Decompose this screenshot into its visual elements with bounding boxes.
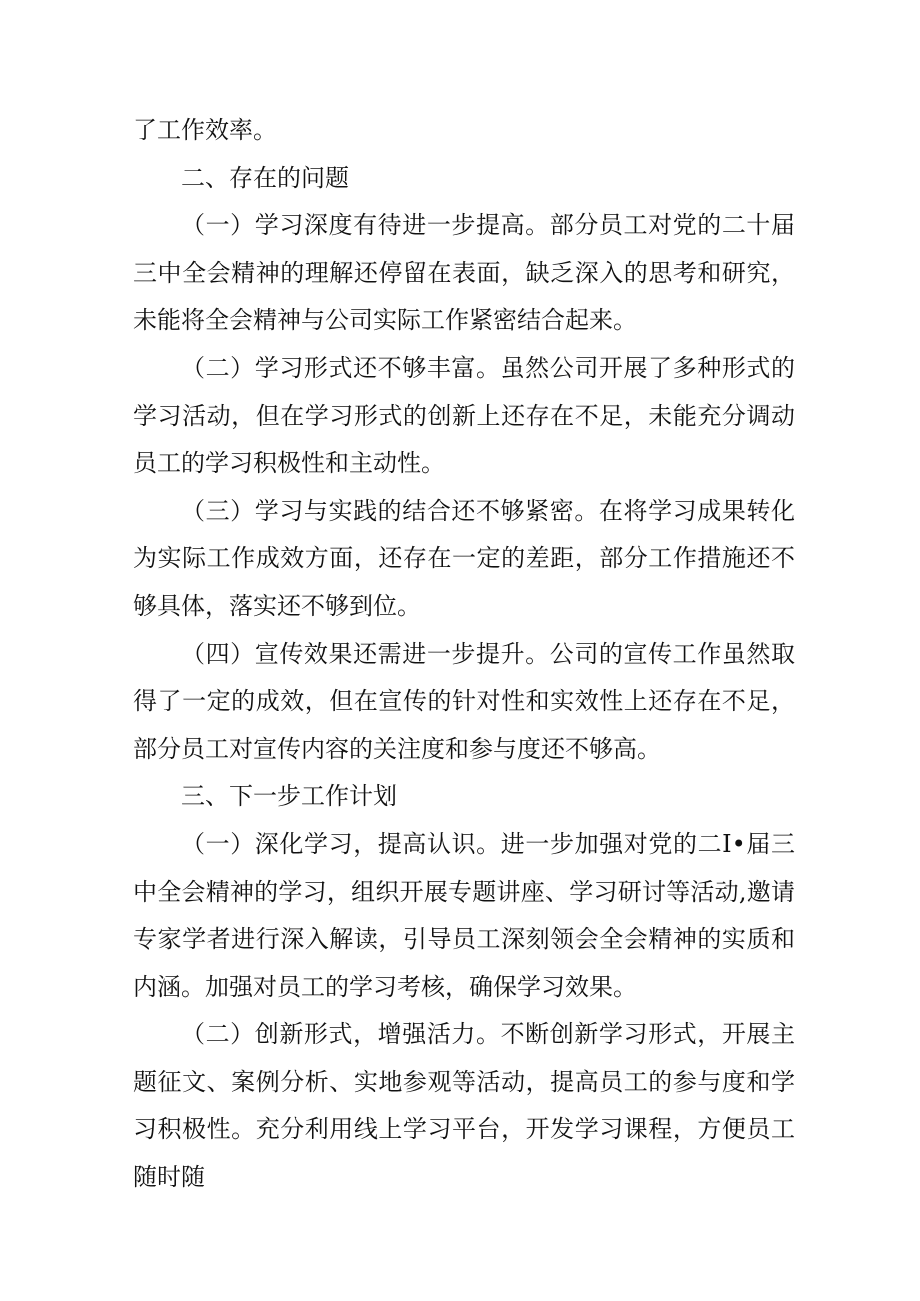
section-heading-next-steps: 三、下一步工作计划 <box>181 782 397 811</box>
paragraph-plan-1: （一）深化学习，提高认识。进一步加强对党的二I•届三中全会精神的学习，组织开展专题讲座、学习研讨等活动,邀请专家学者进行深入解读，引导员工深刻领会全会精神的实质和内涵。加强对员工的学习考核，确保学习效果。 <box>133 829 795 1001</box>
paragraph-problem-1: （一）学习深度有待进一步提高。部分员工对党的二十届三中全会精神的理解还停留在表面，缺乏深入的思考和研究，未能将全会精神与公司实际工作紧密结合起来。 <box>133 211 795 335</box>
paragraph-plan-2: （二）创新形式，增强活力。不断创新学习形式，开展主题征文、案例分析、实地参观等活动，提高员工的参与度和学习积极性。充分利用线上学习平台，开发学习课程，方便员工随时随 <box>133 1020 795 1192</box>
paragraph-problem-2: （二）学习形式还不够丰富。虽然公司开展了多种形式的学习活动，但在学习形式的创新上还存在不足，未能充分调动员工的学习积极性和主动性。 <box>133 353 795 478</box>
section-heading-problems: 二、存在的问题 <box>181 163 349 192</box>
paragraph-problem-4: （四）宣传效果还需进一步提升。公司的宣传工作虽然取得了一定的成效，但在宣传的针对性和实效性上还存在不足，部分员工对宣传内容的关注度和参与度还不够高。 <box>133 639 795 763</box>
paragraph-continuation: 了工作效率。 <box>133 116 277 144</box>
document-page <box>133 107 795 1202</box>
paragraph-problem-3: （三）学习与实践的结合还不够紧密。在将学习成果转化为实际工作成效方面，还存在一定的差距，部分工作措施还不够具体，落实还不够到位。 <box>133 496 795 620</box>
